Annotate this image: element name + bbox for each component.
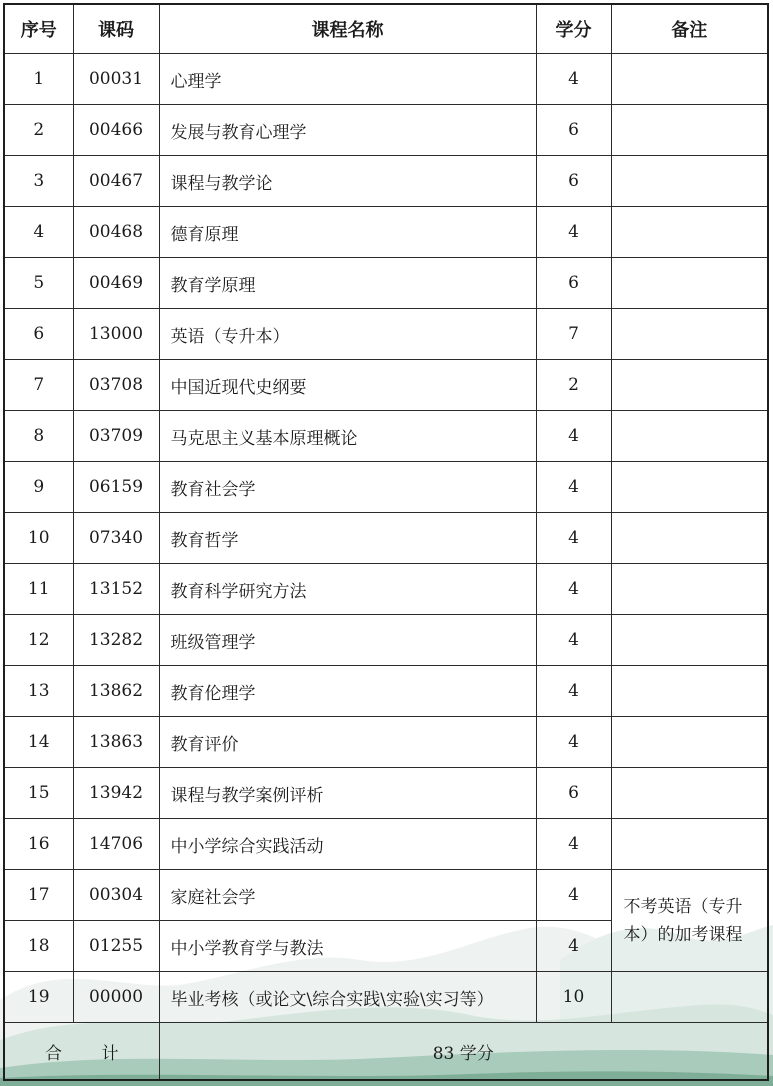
seq-cell: 15 <box>4 768 73 819</box>
credits-cell: 4 <box>536 207 611 258</box>
code-cell: 13863 <box>73 717 159 768</box>
remark-cell <box>611 564 768 615</box>
credits-cell: 6 <box>536 258 611 309</box>
course-name-cell: 德育原理 <box>159 207 536 258</box>
header-credits: 学分 <box>536 4 611 54</box>
credits-cell: 4 <box>536 564 611 615</box>
remark-cell <box>611 105 768 156</box>
course-name-cell: 课程与教学案例评析 <box>159 768 536 819</box>
code-cell: 01255 <box>73 921 159 972</box>
header-seq: 序号 <box>4 4 73 54</box>
code-cell: 13000 <box>73 309 159 360</box>
remark-cell <box>611 717 768 768</box>
seq-cell: 16 <box>4 819 73 870</box>
code-cell: 13282 <box>73 615 159 666</box>
header-remark: 备注 <box>611 4 768 54</box>
course-name-cell: 中小学综合实践活动 <box>159 819 536 870</box>
header-row <box>4 4 768 54</box>
table-row <box>4 309 768 360</box>
remark-cell <box>611 819 768 870</box>
remark-cell <box>611 615 768 666</box>
remark-cell <box>611 156 768 207</box>
remark-cell <box>611 972 768 1023</box>
credits-cell: 4 <box>536 666 611 717</box>
code-cell: 00466 <box>73 105 159 156</box>
seq-cell: 10 <box>4 513 73 564</box>
course-name-cell: 教育科学研究方法 <box>159 564 536 615</box>
course-table <box>3 3 769 1081</box>
course-name-cell: 班级管理学 <box>159 615 536 666</box>
table-row <box>4 207 768 258</box>
credits-cell: 4 <box>536 462 611 513</box>
course-name-cell: 教育评价 <box>159 717 536 768</box>
course-name-cell: 中小学教育学与教法 <box>159 921 536 972</box>
credits-cell: 4 <box>536 411 611 462</box>
credits-cell: 6 <box>536 768 611 819</box>
seq-cell: 7 <box>4 360 73 411</box>
seq-cell: 12 <box>4 615 73 666</box>
header-name: 课程名称 <box>159 4 536 54</box>
course-name-cell: 中国近现代史纲要 <box>159 360 536 411</box>
total-value-cell: 83 学分 <box>159 1023 768 1081</box>
credits-cell: 6 <box>536 105 611 156</box>
credits-cell: 2 <box>536 360 611 411</box>
course-name-cell: 马克思主义基本原理概论 <box>159 411 536 462</box>
seq-cell: 19 <box>4 972 73 1023</box>
code-cell: 00031 <box>73 54 159 105</box>
remark-cell <box>611 411 768 462</box>
remark-cell <box>611 513 768 564</box>
table-row <box>4 615 768 666</box>
credits-cell: 4 <box>536 717 611 768</box>
credits-cell: 4 <box>536 870 611 921</box>
seq-cell: 13 <box>4 666 73 717</box>
seq-cell: 5 <box>4 258 73 309</box>
table-row <box>4 411 768 462</box>
course-name-cell: 心理学 <box>159 54 536 105</box>
table-row <box>4 819 768 870</box>
table-row <box>4 258 768 309</box>
header-code: 课码 <box>73 4 159 54</box>
seq-cell: 18 <box>4 921 73 972</box>
seq-cell: 3 <box>4 156 73 207</box>
code-cell: 00468 <box>73 207 159 258</box>
course-name-cell: 毕业考核（或论文\综合实践\实验\实习等） <box>159 972 536 1023</box>
table-row <box>4 666 768 717</box>
credits-cell: 6 <box>536 156 611 207</box>
credits-cell: 4 <box>536 615 611 666</box>
course-name-cell: 教育社会学 <box>159 462 536 513</box>
code-cell: 13152 <box>73 564 159 615</box>
code-cell: 00467 <box>73 156 159 207</box>
seq-cell: 14 <box>4 717 73 768</box>
code-cell: 13942 <box>73 768 159 819</box>
remark-cell <box>611 768 768 819</box>
remark-cell <box>611 462 768 513</box>
table-row <box>4 462 768 513</box>
seq-cell: 4 <box>4 207 73 258</box>
seq-cell: 8 <box>4 411 73 462</box>
table-row <box>4 972 768 1023</box>
seq-cell: 9 <box>4 462 73 513</box>
table-row <box>4 54 768 105</box>
credits-cell: 10 <box>536 972 611 1023</box>
credits-cell: 4 <box>536 513 611 564</box>
credits-cell: 4 <box>536 819 611 870</box>
code-cell: 14706 <box>73 819 159 870</box>
remark-cell <box>611 360 768 411</box>
code-cell: 06159 <box>73 462 159 513</box>
code-cell: 03709 <box>73 411 159 462</box>
code-cell: 00000 <box>73 972 159 1023</box>
table-row <box>4 360 768 411</box>
code-cell: 07340 <box>73 513 159 564</box>
course-name-cell: 教育哲学 <box>159 513 536 564</box>
code-cell: 00469 <box>73 258 159 309</box>
course-name-cell: 教育学原理 <box>159 258 536 309</box>
seq-cell: 1 <box>4 54 73 105</box>
table-row <box>4 513 768 564</box>
credits-cell: 7 <box>536 309 611 360</box>
credits-cell: 4 <box>536 921 611 972</box>
seq-cell: 6 <box>4 309 73 360</box>
seq-cell: 11 <box>4 564 73 615</box>
course-name-cell: 课程与教学论 <box>159 156 536 207</box>
remark-cell <box>611 258 768 309</box>
table-row <box>4 717 768 768</box>
total-row <box>4 1023 768 1081</box>
seq-cell: 2 <box>4 105 73 156</box>
table-row <box>4 105 768 156</box>
course-name-cell: 英语（专升本） <box>159 309 536 360</box>
total-label-right: 计 <box>101 1043 119 1064</box>
total-label-left: 合 <box>45 1043 62 1064</box>
remark-cell <box>611 54 768 105</box>
table-row <box>4 564 768 615</box>
credits-cell: 4 <box>536 54 611 105</box>
remark-cell <box>611 207 768 258</box>
merged-remark-cell: 不考英语（专升本）的加考课程 <box>611 870 768 972</box>
total-label-cell <box>4 1023 159 1081</box>
remark-cell <box>611 666 768 717</box>
remark-cell <box>611 309 768 360</box>
course-name-cell: 发展与教育心理学 <box>159 105 536 156</box>
table-row <box>4 768 768 819</box>
course-name-cell: 家庭社会学 <box>159 870 536 921</box>
code-cell: 03708 <box>73 360 159 411</box>
table-row <box>4 156 768 207</box>
code-cell: 00304 <box>73 870 159 921</box>
course-name-cell: 教育伦理学 <box>159 666 536 717</box>
seq-cell: 17 <box>4 870 73 921</box>
code-cell: 13862 <box>73 666 159 717</box>
table-row <box>4 870 768 921</box>
